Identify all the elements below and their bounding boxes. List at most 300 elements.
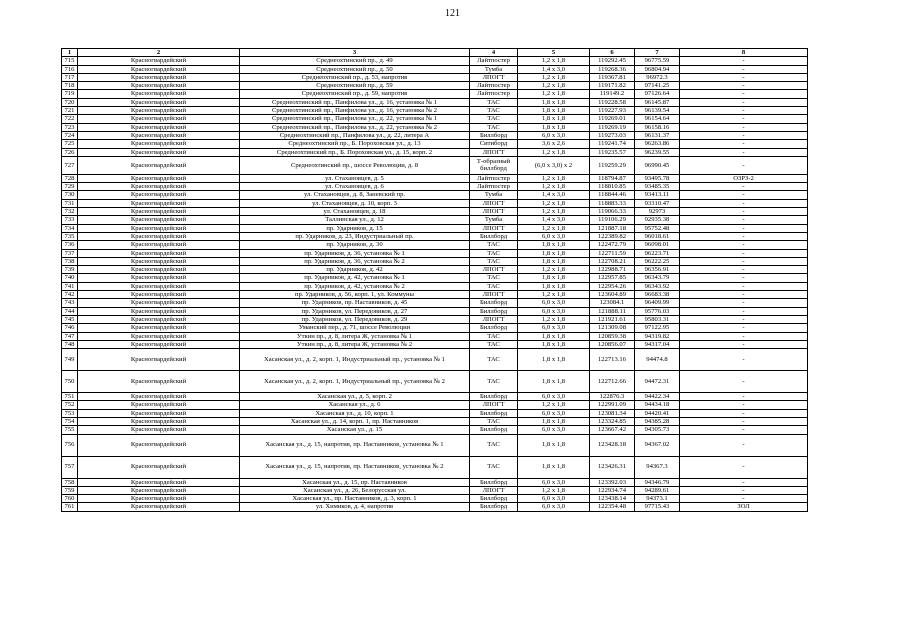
row-number-cell: 739	[62, 266, 78, 274]
table-row	[62, 156, 808, 174]
address-cell: ул. Стахановцев, д. 8, Заневский пр.	[240, 191, 470, 199]
coord-x-cell: 120856.07	[590, 340, 635, 348]
address-cell: ул. Стахановцев, д. 18	[240, 208, 470, 216]
size-cell: 1,2 x 1,8	[518, 148, 590, 156]
note-cell: -	[680, 208, 808, 216]
note-cell: -	[680, 191, 808, 199]
table-row	[62, 115, 808, 123]
address-cell: пр. Ударников, д. 36, установка № 2	[240, 257, 470, 265]
page-number: 121	[445, 8, 460, 19]
coord-x-cell: 119235.57	[590, 148, 635, 156]
coord-x-cell: 119149.2	[590, 90, 635, 98]
size-cell: 1,2 x 1,8	[518, 90, 590, 98]
address-cell: ул. Химиков, д. 4, напротив	[240, 503, 470, 511]
coord-x-cell: 123084.1	[590, 299, 635, 307]
district-cell: Красногвардейский	[78, 409, 240, 417]
row-number-cell: 756	[62, 434, 78, 456]
row-number-cell: 725	[62, 140, 78, 148]
type-cell: ЛПОГТ	[470, 486, 518, 494]
table-row	[62, 426, 808, 434]
size-cell: 1,2 x 1,8	[518, 291, 590, 299]
type-cell: ЛПОГТ	[470, 266, 518, 274]
district-cell: Красногвардейский	[78, 208, 240, 216]
coord-x-cell: 119269.19	[590, 123, 635, 131]
size-cell: 1,8 x 1,8	[518, 107, 590, 115]
note-cell: -	[680, 315, 808, 323]
row-number-cell: 738	[62, 257, 78, 265]
district-cell: Красногвардейский	[78, 98, 240, 106]
table-row	[62, 456, 808, 478]
table-row	[62, 82, 808, 90]
coord-y-cell: 94422.34	[635, 393, 680, 401]
coord-y-cell: 95803.31	[635, 315, 680, 323]
size-cell: 1,2 x 1,8	[518, 401, 590, 409]
address-cell: пр. Ударников, д. 30	[240, 241, 470, 249]
note-cell: -	[680, 216, 808, 224]
size-cell: 1,2 x 1,8	[518, 315, 590, 323]
coord-x-cell: 119269.01	[590, 115, 635, 123]
coord-y-cell: 96343.92	[635, 282, 680, 290]
row-number-cell: 743	[62, 299, 78, 307]
district-cell: Красногвардейский	[78, 274, 240, 282]
district-cell: Красногвардейский	[78, 156, 240, 174]
row-number-cell: 753	[62, 409, 78, 417]
type-cell: Биллборд	[470, 426, 518, 434]
table-row	[62, 107, 808, 115]
coord-y-cell: 95752.48	[635, 224, 680, 232]
row-number-cell: 732	[62, 208, 78, 216]
type-cell: ТАС	[470, 456, 518, 478]
address-cell: Среднеохтинский пр., д. 59	[240, 82, 470, 90]
coord-x-cell: 122472.79	[590, 241, 635, 249]
row-number-cell: 728	[62, 174, 78, 182]
address-cell: Хасанская ул., д. 2, корп. 1, Индустриальный пр., установка № 1	[240, 349, 470, 371]
row-number-cell: 745	[62, 315, 78, 323]
coord-y-cell: 96263.86	[635, 140, 680, 148]
note-cell: -	[680, 324, 808, 332]
coord-y-cell: 94373.1	[635, 495, 680, 503]
type-cell: Ситиборд	[470, 140, 518, 148]
row-number-cell: 749	[62, 349, 78, 371]
district-cell: Красногвардейский	[78, 82, 240, 90]
coord-x-cell: 118883.33	[590, 199, 635, 207]
coord-y-cell: 96409.99	[635, 299, 680, 307]
size-cell: 1,8 x 1,8	[518, 249, 590, 257]
address-cell: Среднеохтинский пр., д. 53, напротив	[240, 73, 470, 81]
col-header-7: 7	[635, 49, 680, 57]
coord-y-cell: 94420.41	[635, 409, 680, 417]
table-row	[62, 503, 808, 511]
table-row	[62, 183, 808, 191]
size-cell: 1,2 x 1,8	[518, 199, 590, 207]
address-cell: Среднеохтинский пр., шоссе Революции, д. 8	[240, 156, 470, 174]
note-cell: -	[680, 107, 808, 115]
note-cell: -	[680, 274, 808, 282]
coord-x-cell: 123324.85	[590, 417, 635, 425]
coord-x-cell: 122708.21	[590, 257, 635, 265]
type-cell: ТАС	[470, 340, 518, 348]
col-header-3: 3	[240, 49, 470, 57]
district-cell: Красногвардейский	[78, 371, 240, 393]
coord-y-cell: 94434.18	[635, 401, 680, 409]
type-cell: ЛПОГТ	[470, 208, 518, 216]
district-cell: Красногвардейский	[78, 257, 240, 265]
row-number-cell: 744	[62, 307, 78, 315]
size-cell: 1,2 x 1,8	[518, 73, 590, 81]
coord-x-cell: 119367.81	[590, 73, 635, 81]
address-cell: Среднеохтинский пр., д. 50	[240, 65, 470, 73]
district-cell: Красногвардейский	[78, 495, 240, 503]
size-cell: 6,0 x 3,0	[518, 307, 590, 315]
type-cell: ЛПОГТ	[470, 315, 518, 323]
size-cell: 1,2 x 1,8	[518, 183, 590, 191]
row-number-cell: 719	[62, 90, 78, 98]
note-cell: -	[680, 183, 808, 191]
address-cell: Хасанская ул., д. 10, корп. 1	[240, 409, 470, 417]
coord-x-cell: 122954.26	[590, 282, 635, 290]
coord-x-cell: 122711.59	[590, 249, 635, 257]
coord-x-cell: 123428.18	[590, 434, 635, 456]
coord-x-cell: 118844.46	[590, 191, 635, 199]
size-cell: 1,8 x 1,8	[518, 274, 590, 282]
coord-x-cell: 121921.61	[590, 315, 635, 323]
address-cell: Уманский пер., д. 71, шоссе Революции	[240, 324, 470, 332]
coord-x-cell: 122354.48	[590, 503, 635, 511]
row-number-cell: 717	[62, 73, 78, 81]
table-row	[62, 486, 808, 494]
coord-x-cell: 119292.45	[590, 57, 635, 65]
type-cell: Биллборд	[470, 131, 518, 139]
table-row	[62, 349, 808, 371]
size-cell: 6,0 x 3,0	[518, 478, 590, 486]
coord-x-cell: 123081.34	[590, 409, 635, 417]
district-cell: Красногвардейский	[78, 140, 240, 148]
district-cell: Красногвардейский	[78, 224, 240, 232]
note-cell: -	[680, 417, 808, 425]
coord-y-cell: 96683.38	[635, 291, 680, 299]
coord-y-cell: 94367.02	[635, 434, 680, 456]
note-cell: -	[680, 57, 808, 65]
table-row	[62, 90, 808, 98]
note-cell: -	[680, 156, 808, 174]
note-cell: -	[680, 434, 808, 456]
table-row	[62, 140, 808, 148]
table-row	[62, 232, 808, 240]
district-cell: Красногвардейский	[78, 434, 240, 456]
type-cell: ТАС	[470, 349, 518, 371]
address-cell: Хасанская ул., д. 2, корп. 1, Индустриальный пр., установка № 2	[240, 371, 470, 393]
table-row	[62, 266, 808, 274]
coord-x-cell: 123392.03	[590, 478, 635, 486]
row-number-cell: 740	[62, 274, 78, 282]
coord-y-cell: 96139.54	[635, 107, 680, 115]
size-cell: 1,8 x 1,8	[518, 115, 590, 123]
note-cell: -	[680, 140, 808, 148]
col-header-8: 8	[680, 49, 808, 57]
coord-x-cell: 121309.08	[590, 324, 635, 332]
row-number-cell: 755	[62, 426, 78, 434]
address-cell: Уткин пр., д. 8, литера Ж, установка № 1	[240, 332, 470, 340]
coord-x-cell: 122389.82	[590, 232, 635, 240]
district-cell: Красногвардейский	[78, 266, 240, 274]
coord-x-cell: 118794.87	[590, 174, 635, 182]
row-number-cell: 729	[62, 183, 78, 191]
address-cell: Хасанская ул., д. 6	[240, 401, 470, 409]
note-cell: -	[680, 257, 808, 265]
size-cell: 1,8 x 1,8	[518, 349, 590, 371]
coord-y-cell: 94474.8	[635, 349, 680, 371]
district-cell: Красногвардейский	[78, 486, 240, 494]
address-cell: пр. Ударников, д. 23, Индустриальный пр.	[240, 232, 470, 240]
size-cell: 6,0 x 3,0	[518, 131, 590, 139]
coord-x-cell: 122934.74	[590, 486, 635, 494]
size-cell: 6,0 x 3,0	[518, 299, 590, 307]
coord-x-cell: 119171.82	[590, 82, 635, 90]
district-cell: Красногвардейский	[78, 349, 240, 371]
coord-y-cell: 96972.3	[635, 73, 680, 81]
table-row	[62, 291, 808, 299]
coord-y-cell: 96222.25	[635, 257, 680, 265]
district-cell: Красногвардейский	[78, 241, 240, 249]
coord-x-cell: 121888.11	[590, 307, 635, 315]
coord-y-cell: 96343.79	[635, 274, 680, 282]
coord-y-cell: 93495.78	[635, 174, 680, 182]
coord-y-cell: 96223.71	[635, 249, 680, 257]
row-number-cell: 759	[62, 486, 78, 494]
address-cell: Таллинская ул., д. 12	[240, 216, 470, 224]
coord-x-cell: 120859.38	[590, 332, 635, 340]
type-cell: Лайтпостер	[470, 183, 518, 191]
size-cell: 6,0 x 3,0	[518, 426, 590, 434]
table-row	[62, 241, 808, 249]
district-cell: Красногвардейский	[78, 65, 240, 73]
address-cell: пр. Ударников, ул. Передовиков, д. 27	[240, 307, 470, 315]
address-cell: Уткин пр., д. 8, литера Ж, установка № 2	[240, 340, 470, 348]
type-cell: Лайтпостер	[470, 82, 518, 90]
coord-x-cell: 119227.93	[590, 107, 635, 115]
type-cell: ТАС	[470, 274, 518, 282]
type-cell: Тумба	[470, 191, 518, 199]
table-row	[62, 371, 808, 393]
coord-y-cell: 93310.47	[635, 199, 680, 207]
coord-y-cell: 94305.73	[635, 426, 680, 434]
size-cell: 1,8 x 1,8	[518, 456, 590, 478]
note-cell: -	[680, 340, 808, 348]
row-number-cell: 730	[62, 191, 78, 199]
address-cell: пр. Ударников, ул. Передовиков, д. 29	[240, 315, 470, 323]
district-cell: Красногвардейский	[78, 282, 240, 290]
size-cell: 6,0 x 3,0	[518, 503, 590, 511]
address-cell: пр. Ударников, д. 56, корп. 1, ул. Коммуны	[240, 291, 470, 299]
size-cell: 1,4 x 3,0	[518, 191, 590, 199]
district-cell: Красногвардейский	[78, 90, 240, 98]
district-cell: Красногвардейский	[78, 57, 240, 65]
note-cell: -	[680, 456, 808, 478]
address-cell: ул. Стахановцев, д. 5	[240, 174, 470, 182]
note-cell: -	[680, 478, 808, 486]
row-number-cell: 754	[62, 417, 78, 425]
table-row	[62, 199, 808, 207]
size-cell: 1,4 x 3,0	[518, 216, 590, 224]
size-cell: 1,2 x 1,8	[518, 57, 590, 65]
coord-y-cell: 94289.61	[635, 486, 680, 494]
coord-y-cell: 93485.35	[635, 183, 680, 191]
district-cell: Красногвардейский	[78, 299, 240, 307]
coord-y-cell: 96098.01	[635, 241, 680, 249]
row-number-cell: 747	[62, 332, 78, 340]
coord-y-cell: 96131.37	[635, 131, 680, 139]
size-cell: 1,8 x 1,8	[518, 123, 590, 131]
row-number-cell: 736	[62, 241, 78, 249]
note-cell: -	[680, 401, 808, 409]
type-cell: Тумба	[470, 65, 518, 73]
district-cell: Красногвардейский	[78, 291, 240, 299]
row-number-cell: 742	[62, 291, 78, 299]
district-cell: Красногвардейский	[78, 174, 240, 182]
note-cell: -	[680, 123, 808, 131]
type-cell: Биллборд	[470, 503, 518, 511]
note-cell: -	[680, 486, 808, 494]
size-cell: 1,2 x 1,8	[518, 208, 590, 216]
size-cell: 1,2 x 1,8	[518, 266, 590, 274]
row-number-cell: 752	[62, 401, 78, 409]
coord-x-cell: 123604.89	[590, 291, 635, 299]
table-row	[62, 57, 808, 65]
row-number-cell: 758	[62, 478, 78, 486]
coord-y-cell: 96990.45	[635, 156, 680, 174]
type-cell: Биллборд	[470, 409, 518, 417]
table-row	[62, 307, 808, 315]
district-cell: Красногвардейский	[78, 115, 240, 123]
type-cell: Биллборд	[470, 299, 518, 307]
table-row	[62, 65, 808, 73]
note-cell: -	[680, 199, 808, 207]
table-row	[62, 417, 808, 425]
note-cell: -	[680, 495, 808, 503]
table-row	[62, 495, 808, 503]
coord-y-cell: 96158.16	[635, 123, 680, 131]
table-row	[62, 216, 808, 224]
district-cell: Красногвардейский	[78, 191, 240, 199]
district-cell: Красногвардейский	[78, 332, 240, 340]
coord-x-cell: 119259.29	[590, 156, 635, 174]
note-cell: ОЗРЗ-2	[680, 174, 808, 182]
address-cell: Хасанская ул., д. 15, напротив, пр. Наставников, установка № 1	[240, 434, 470, 456]
district-cell: Красногвардейский	[78, 417, 240, 425]
size-cell: 6,0 x 3,0	[518, 495, 590, 503]
type-cell: ТАС	[470, 332, 518, 340]
coord-x-cell: 119268.36	[590, 65, 635, 73]
coord-x-cell: 122712.66	[590, 371, 635, 393]
size-cell: 1,8 x 1,8	[518, 282, 590, 290]
size-cell: 1,8 x 1,8	[518, 332, 590, 340]
table-row	[62, 208, 808, 216]
row-number-cell: 726	[62, 148, 78, 156]
coord-y-cell: 97126.64	[635, 90, 680, 98]
size-cell: 1,8 x 1,8	[518, 434, 590, 456]
advertising-structures-table	[61, 48, 808, 512]
coord-y-cell: 97122.95	[635, 324, 680, 332]
table-row	[62, 73, 808, 81]
size-cell: 6,0 x 3,0	[518, 393, 590, 401]
note-cell: -	[680, 90, 808, 98]
coord-x-cell: 119066.33	[590, 208, 635, 216]
note-cell: -	[680, 249, 808, 257]
note-cell: -	[680, 65, 808, 73]
row-number-cell: 746	[62, 324, 78, 332]
type-cell: ТАС	[470, 417, 518, 425]
coord-x-cell: 118810.85	[590, 183, 635, 191]
district-cell: Красногвардейский	[78, 426, 240, 434]
district-cell: Красногвардейский	[78, 340, 240, 348]
address-cell: Среднеохтинский пр., д. 49	[240, 57, 470, 65]
row-number-cell: 715	[62, 57, 78, 65]
coord-x-cell: 122991.09	[590, 401, 635, 409]
row-number-cell: 731	[62, 199, 78, 207]
address-cell: пр. Ударников, д. 42, установка № 2	[240, 282, 470, 290]
address-cell: пр. Ударников, пр. Наставников, д. 45	[240, 299, 470, 307]
type-cell: Биллборд	[470, 393, 518, 401]
district-cell: Красногвардейский	[78, 503, 240, 511]
row-number-cell: 761	[62, 503, 78, 511]
type-cell: ТАС	[470, 257, 518, 265]
coord-y-cell: 92935.38	[635, 216, 680, 224]
table-row	[62, 257, 808, 265]
table-body	[62, 57, 808, 511]
coord-x-cell: 122988.71	[590, 266, 635, 274]
address-cell: Среднеохтинский пр., Б. Пороховская ул., д. 13	[240, 140, 470, 148]
col-header-4: 4	[470, 49, 518, 57]
note-cell: -	[680, 307, 808, 315]
note-cell: -	[680, 232, 808, 240]
coord-y-cell: 93413.11	[635, 191, 680, 199]
row-number-cell: 721	[62, 107, 78, 115]
type-cell: ТАС	[470, 282, 518, 290]
address-cell: Хасанская ул., д. 5, корп. 2	[240, 393, 470, 401]
coord-x-cell: 122713.16	[590, 349, 635, 371]
table-row	[62, 274, 808, 282]
size-cell: 1,2 x 1,8	[518, 486, 590, 494]
note-cell: -	[680, 73, 808, 81]
size-cell: 6,0 x 3,0	[518, 409, 590, 417]
note-cell: -	[680, 299, 808, 307]
table-row	[62, 478, 808, 486]
district-cell: Красногвардейский	[78, 73, 240, 81]
coord-x-cell: 119228.58	[590, 98, 635, 106]
district-cell: Красногвардейский	[78, 123, 240, 131]
type-cell: ТАС	[470, 115, 518, 123]
type-cell: ТАС	[470, 249, 518, 257]
address-cell: Хасанская ул., д. 15, пр. Наставников	[240, 478, 470, 486]
coord-x-cell: 123667.42	[590, 426, 635, 434]
coord-x-cell: 119241.74	[590, 140, 635, 148]
type-cell: ТАС	[470, 241, 518, 249]
district-cell: Красногвардейский	[78, 401, 240, 409]
row-number-cell: 748	[62, 340, 78, 348]
row-number-cell: 741	[62, 282, 78, 290]
coord-x-cell: 123438.14	[590, 495, 635, 503]
table-row	[62, 393, 808, 401]
address-cell: пр. Ударников, д. 42	[240, 266, 470, 274]
col-header-2: 2	[78, 49, 240, 57]
type-cell: Лайтпостер	[470, 57, 518, 65]
coord-y-cell: 96804.94	[635, 65, 680, 73]
table-row	[62, 98, 808, 106]
type-cell: ЛПОГТ	[470, 73, 518, 81]
coord-x-cell: 121887.18	[590, 224, 635, 232]
address-cell: Среднеохтинский пр., Панфилова ул., д. 22, литера А	[240, 131, 470, 139]
coord-y-cell: 97141.25	[635, 82, 680, 90]
